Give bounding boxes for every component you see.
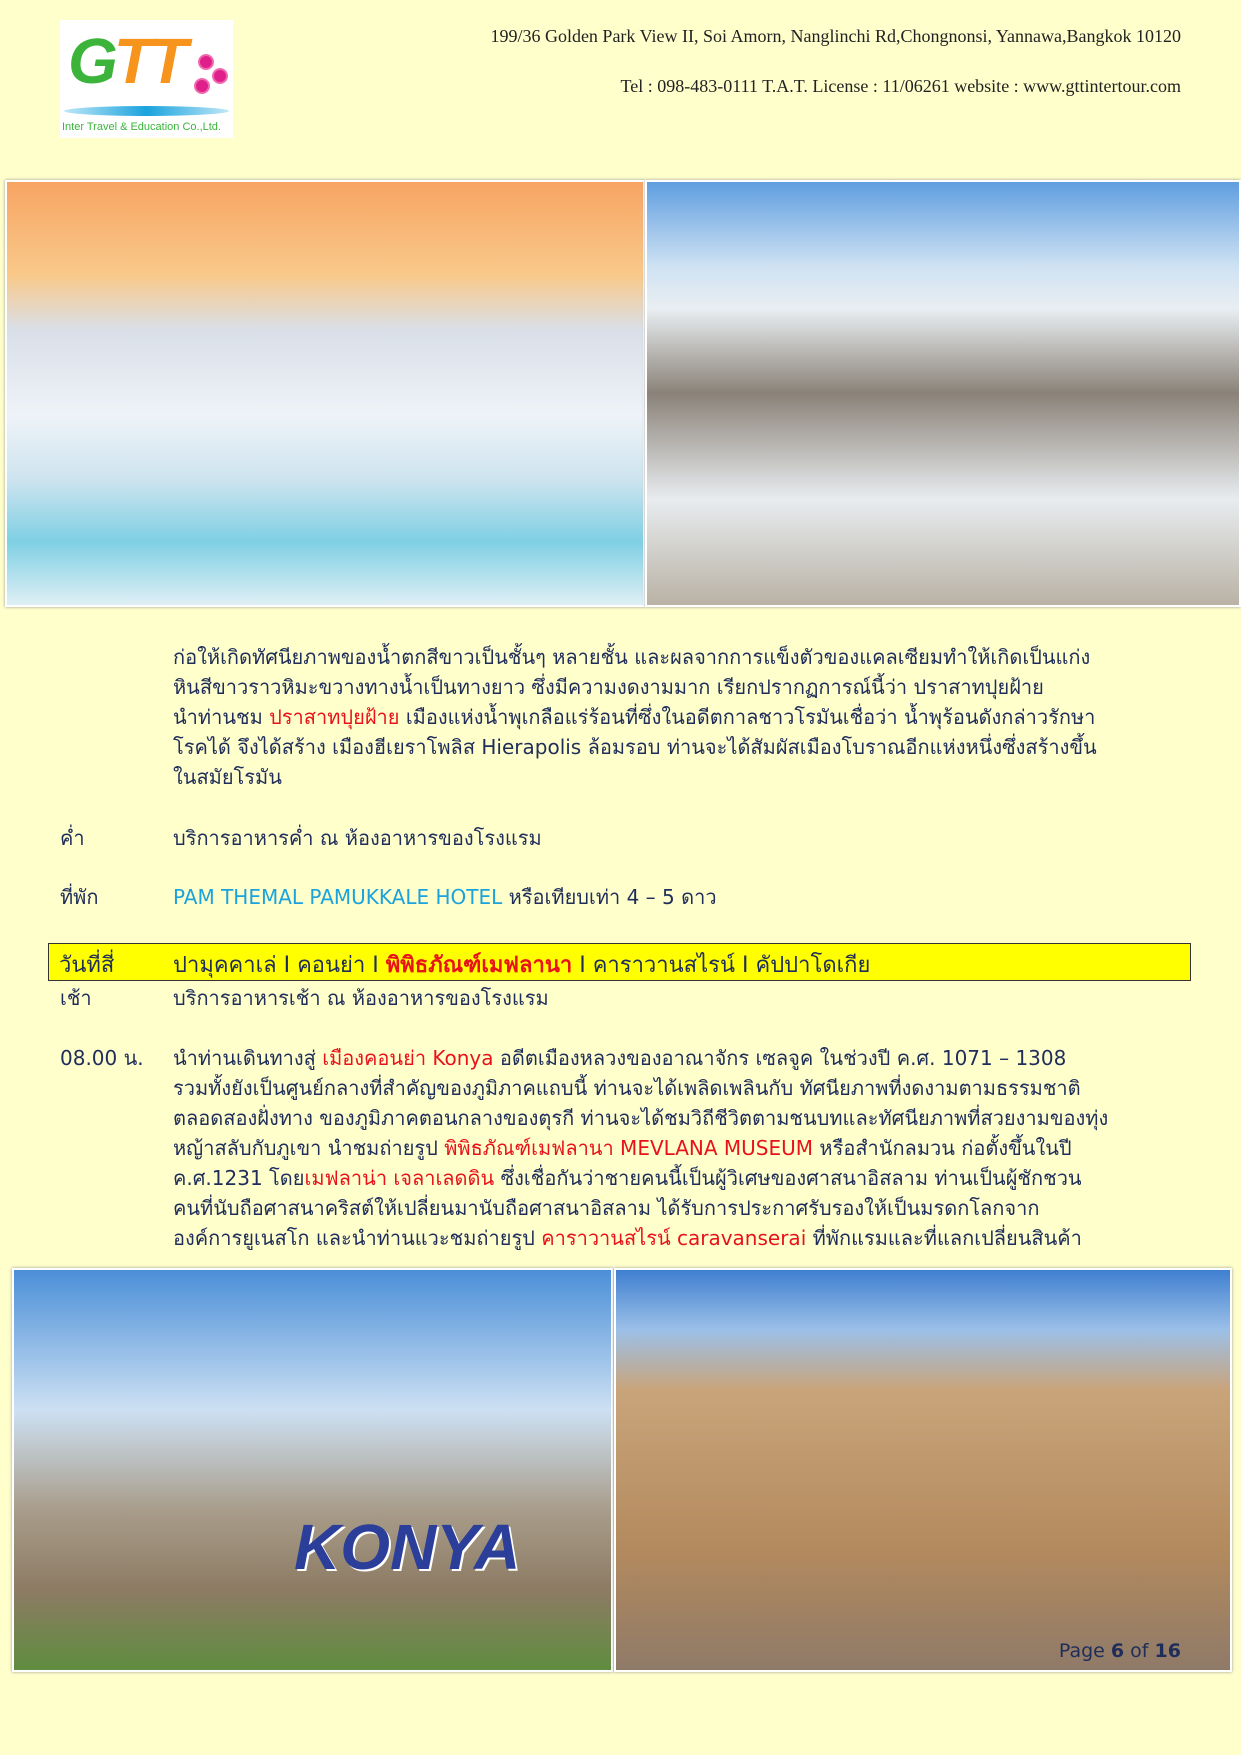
day-label: วันที่สี่	[59, 953, 115, 978]
text-line	[173, 732, 1097, 762]
text-segment: องค์การยูเนสโก และนำท่านแวะชมถ่ายรูป	[173, 1226, 542, 1250]
total-pages: 16	[1154, 1640, 1181, 1662]
text-line	[173, 1163, 1082, 1193]
text-segment: ซึ่งเชื่อกันว่าชายคนนี้เป็นผู้วิเศษของศาสนาอิสลาม ท่านเป็นผู้ชักชวน	[494, 1166, 1082, 1190]
current-page: 6	[1110, 1640, 1125, 1662]
page-of: of	[1124, 1640, 1155, 1662]
text-segment: เมืองแห่งน้ำพุเกลือแร่ร้อนที่ซึ่งในอดีตกาลชาวโรมันเชื่อว่า น้ำพุร้อนดังกล่าวรักษา	[399, 705, 1096, 729]
wave-graphic	[64, 106, 229, 116]
caravanserai-photo	[614, 1268, 1232, 1672]
text-line	[173, 672, 1044, 702]
hotel-suffix: หรือเทียบเท่า 4 – 5 ดาว	[502, 885, 717, 909]
route-part1: ปามุคคาเล่ I คอนย่า I	[173, 953, 386, 978]
text-segment: หรือสำนักลมวน ก่อตั้งขึ้นในปี	[813, 1136, 1072, 1160]
text-line	[173, 762, 282, 792]
day-route	[173, 947, 870, 982]
text-segment: นำท่านเดินทางสู่	[173, 1046, 323, 1070]
logo-text: GTT	[68, 25, 184, 97]
hotel-name: PAM THEMAL PAMUKKALE HOTEL	[173, 885, 503, 909]
text-segment: ก่อให้เกิดทัศนียภาพของน้ำตกสีขาวเป็นชั้นๆ หลายชั้น และผลจากการแข็งตัวของแคลเซียมทำให้เกิดเป็นแก่ง	[173, 645, 1091, 669]
text-segment: หินสีขาวราวหิมะขวางทางน้ำเป็นทางยาว ซึ่งมีความงดงามมาก เรียกปรากฏการณ์นี้ว่า ปราสาทปุยฝ้าย	[173, 675, 1044, 699]
flower-icon	[200, 56, 212, 68]
text-line	[173, 1103, 1108, 1133]
text-segment: ในสมัยโรมัน	[173, 765, 282, 789]
text-segment: อดีตเมืองหลวงของอาณาจักร เซลจูค ในช่วงปี ค.ศ. 1071 – 1308	[493, 1046, 1067, 1070]
text-line	[173, 1193, 1039, 1223]
text-segment: โรคได้ จึงได้สร้าง เมืองฮีเยราโพลิส Hierapolis ล้อมรอบ ท่านจะได้สัมผัสเมืองโบราณอีกแห่งหนึ่งซึ่งสร้างขึ้น	[173, 735, 1097, 759]
flower-icon	[214, 70, 226, 82]
dinner-label: ค่ำ	[60, 826, 85, 850]
text-segment: นำท่านชม	[173, 705, 270, 729]
page-number	[1059, 1640, 1181, 1662]
text-segment: คนที่นับถือศาสนาคริสต์ให้เปลี่ยนมานับถือศาสนาอิสลาม ได้รับการประกาศรับรองให้เป็นมรดกโลกจาก	[173, 1196, 1040, 1220]
text-line	[173, 642, 1090, 672]
logo-subtitle: Inter Travel & Education Co.,Ltd.	[62, 121, 221, 133]
route-highlight: พิพิธภัณฑ์เมฟลานา	[385, 953, 573, 978]
highlighted-text: เมืองคอนย่า Konya	[322, 1046, 494, 1070]
flower-icon	[196, 80, 208, 92]
text-line	[173, 702, 1095, 732]
company-contact: Tel : 098-483-0111 T.A.T. License : 11/06261 website : www.gttintertour.com	[620, 76, 1181, 96]
text-line	[173, 1133, 1072, 1163]
hotel-line	[173, 882, 717, 912]
company-address: 199/36 Golden Park View II, Soi Amorn, Nanglinchi Rd,Chongnonsi, Yannawa,Bangkok 10120	[490, 26, 1181, 46]
mevlana-museum-photo	[12, 1268, 613, 1672]
text-line	[173, 1043, 1066, 1073]
text-line	[173, 1223, 1082, 1253]
text-segment: ค.ศ.1231 โดย	[173, 1166, 305, 1190]
company-logo	[60, 20, 233, 138]
pamukkale-travertines-photo	[5, 180, 645, 607]
text-segment: หญ้าสลับกับภูเขา นำชมถ่ายรูป	[173, 1136, 445, 1160]
breakfast-text: บริการอาหารเช้า ณ ห้องอาหารของโรงแรม	[173, 986, 549, 1010]
text-segment: รวมทั้งยังเป็นศูนย์กลางที่สำคัญของภูมิภาคแถบนี้ ท่านจะได้เพลิดเพลินกับ ทัศนียภาพที่งดงามตามธรรมชาติ	[173, 1076, 1081, 1100]
highlighted-text: ปราสาทปุยฝ้าย	[269, 705, 400, 729]
text-segment: ตลอดสองฝั่งทาง ของภูมิภาคตอนกลางของตุรกี ท่านจะได้ชมวิถีชีวิตตามชนบทและทัศนียภาพที่สวยงามของทุ่ง	[173, 1106, 1109, 1130]
route-part2: I คาราวานสไรน์ I คัปปาโดเกีย	[572, 953, 871, 978]
dinner-text: บริการอาหารค่ำ ณ ห้องอาหารของโรงแรม	[173, 826, 542, 850]
text-segment: ที่พักแรมและที่แลกเปลี่ยนสินค้า	[806, 1226, 1082, 1250]
page-prefix: Page	[1058, 1640, 1111, 1662]
konya-sign: KONYA	[294, 1511, 521, 1583]
hierapolis-theatre-photo	[645, 180, 1241, 607]
hotel-label: ที่พัก	[60, 885, 99, 909]
highlighted-text: พิพิธภัณฑ์เมฟลานา MEVLANA MUSEUM	[444, 1136, 814, 1160]
text-line	[173, 1073, 1081, 1103]
day-header-bar	[48, 943, 1191, 981]
breakfast-label: เช้า	[60, 986, 92, 1010]
highlighted-text: คาราวานสไรน์ caravanserai	[541, 1226, 807, 1250]
schedule-time: 08.00 น.	[60, 1046, 144, 1070]
highlighted-text: เมฟลาน่า เจลาเลดดิน	[304, 1166, 495, 1190]
